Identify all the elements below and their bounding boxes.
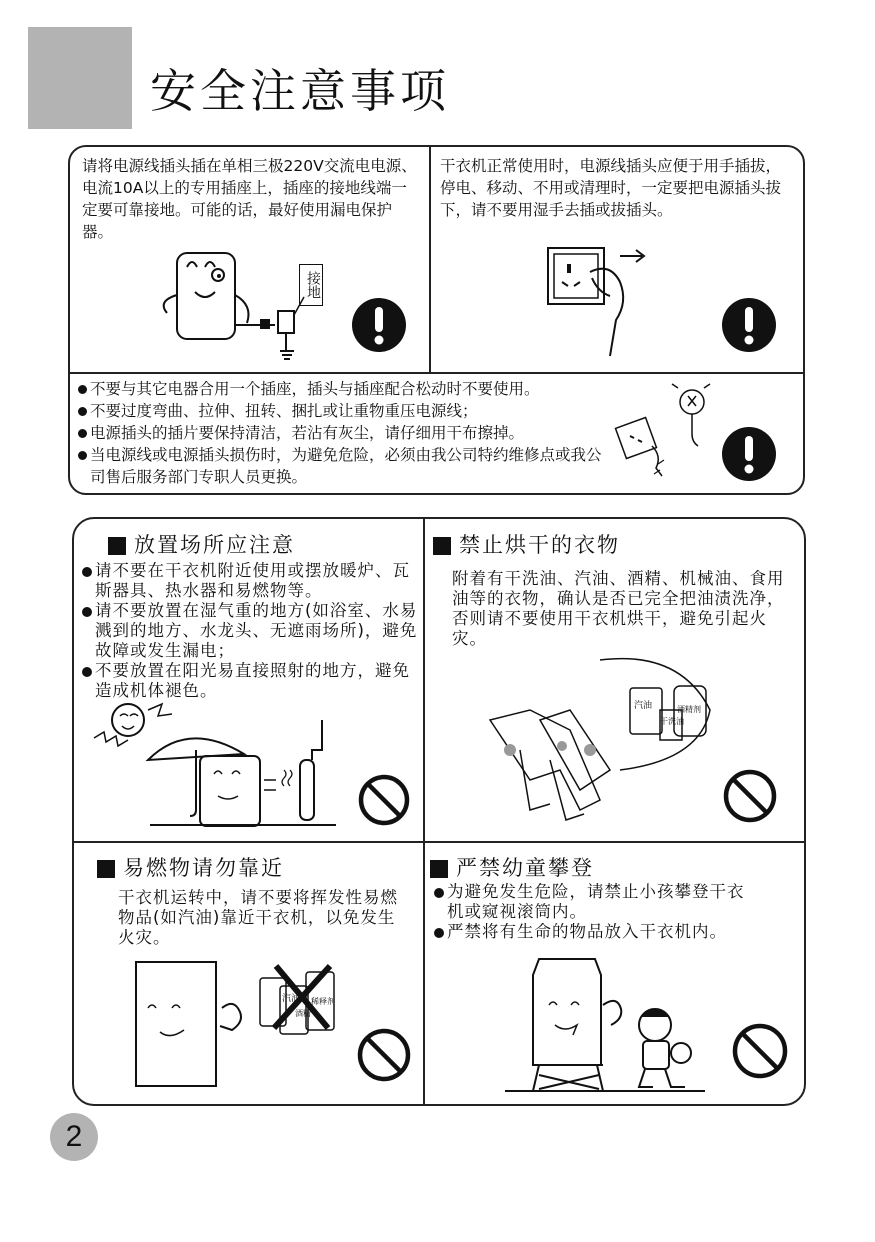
electrical-divider-horizontal (69, 372, 804, 374)
prohibited-icon (731, 1022, 789, 1080)
ground-label-box (299, 264, 323, 306)
list-item: 为避免发生危险，请禁止小孩攀登干衣机或窥视滚筒内。 (432, 882, 757, 922)
section-heading-no-climbing: 严禁幼童攀登 (430, 858, 594, 879)
sun-umbrella-illustration (88, 700, 348, 830)
list-item: 请不要放置在湿气重的地方(如浴室、水易溅到的地方、水龙头、无遮雨场所)，避免故障或发生漏电； (80, 601, 420, 661)
section-heading-flammables: 易燃物请勿靠近 (97, 858, 284, 879)
grounding-instructions: 请将电源线插头插在单相三极220V交流电电源、电流10A以上的专用插座上，插座的接地线端一定要可靠接地。可能的话，最好使用漏电保护器。 (82, 157, 417, 241)
placement-divider-vertical (423, 518, 425, 1105)
can-label-gasoline: 汽油 (282, 994, 301, 1004)
heading-square-icon (97, 860, 115, 878)
placement-list (80, 561, 420, 701)
list-item: 不要过度弯曲、拉伸、扭转、捆扎或让重物重压电源线； (76, 400, 631, 422)
child-climbing-illustration (505, 955, 715, 1095)
warning-exclamation-icon (351, 297, 407, 353)
oily-clothes-illustration (480, 650, 720, 830)
unplug-socket-illustration (540, 238, 660, 358)
prohibited-icon (356, 1027, 412, 1083)
list-item: 不要放置在阳光易直接照射的地方，避免造成机体褪色。 (80, 661, 420, 701)
list-item: 请不要在干衣机附近使用或摆放暖炉、瓦斯器具、热水器和易燃物等。 (80, 561, 420, 601)
ground-label: 接地 (305, 271, 321, 299)
section-heading-placement: 放置场所应注意 (108, 535, 295, 556)
children-list (432, 882, 792, 942)
list-item: 严禁将有生命的物品放入干衣机内。 (432, 922, 792, 942)
prohibited-icon (357, 773, 411, 827)
electrical-divider-vertical (429, 146, 431, 372)
damaged-plug-illustration (612, 380, 722, 485)
warning-exclamation-icon (721, 297, 777, 353)
bottle-label-gasoline: 汽油 (634, 701, 653, 711)
section-heading-prohibited-clothes: 禁止烘干的衣物 (433, 535, 620, 556)
heading-square-icon (433, 537, 451, 555)
can-label-thinner: 稀释剂 (311, 997, 335, 1006)
warning-exclamation-icon (721, 426, 777, 482)
prohibited-icon (722, 768, 778, 824)
electrical-warnings-list (76, 378, 631, 488)
header-gray-block (28, 27, 132, 129)
flammables-text: 干衣机运转中，请不要将挥发性易燃物品(如汽油)靠近干衣机，以免发生火灾。 (118, 888, 398, 947)
flammables-illustration (130, 952, 350, 1092)
bottle-label-alcohol: 酒精剂 (677, 705, 701, 714)
prohibited-clothes-text: 附着有干洗油、汽油、酒精、机械油、食用油等的衣物，确认是否已完全把油渍洗净，否则请不要使用干衣机烘干，避免引起火灾。 (452, 569, 785, 648)
placement-divider-horizontal (73, 841, 805, 843)
list-item: 电源插头的插片要保持清洁，若沾有灰尘，请仔细用干布擦掉。 (76, 422, 631, 444)
page-number: 2 (50, 1113, 98, 1161)
unplug-instructions: 干衣机正常使用时，电源线插头应便于用手插拔，停电、移动、不用或清理时，一定要把电源插头拔下，请不要用湿手去插或拔插头。 (440, 157, 782, 219)
can-label-alcohol: 酒精 (295, 1009, 311, 1018)
heading-square-icon (430, 860, 448, 878)
bottle-label-dry-cleaning-oil: 干洗油 (660, 717, 684, 726)
heading-square-icon (108, 537, 126, 555)
page-title: 安全注意事项 (150, 64, 450, 118)
list-item: 不要与其它电器合用一个插座，插头与插座配合松动时不要使用。 (76, 378, 631, 400)
list-item: 当电源线或电源插头损伤时，为避免危险，必须由我公司特约维修点或我公司售后服务部门专职人员更换。 (76, 444, 610, 488)
